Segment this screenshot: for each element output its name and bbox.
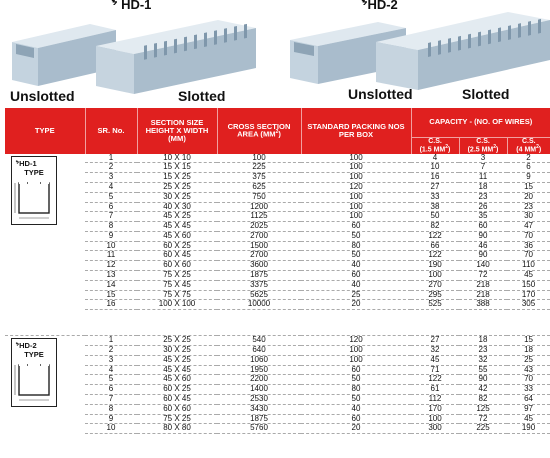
capacity-1-5-cell: 100	[411, 271, 459, 281]
capacity-1-5-cell: 122	[411, 375, 459, 385]
sr-no-cell: 5	[85, 375, 137, 385]
capacity-1-5-cell: 295	[411, 290, 459, 300]
capacity-1-5-cell: 100	[411, 414, 459, 424]
cross-section-area-cell: 750	[217, 192, 301, 202]
sr-no-cell: 6	[85, 202, 137, 212]
section-size-cell: 30 X 25	[137, 192, 217, 202]
table-row	[5, 414, 550, 424]
hd2-slotted-duct-image	[376, 6, 550, 90]
capacity-4-cell: 6	[507, 163, 550, 173]
sr-no-cell: 3	[85, 355, 137, 365]
standard-packing-cell: 60	[301, 365, 411, 375]
sr-no-cell: 8	[85, 404, 137, 414]
capacity-1-5-cell: 16	[411, 173, 459, 183]
section-size-cell: 60 X 25	[137, 241, 217, 251]
table-row	[5, 212, 550, 222]
capacity-1-5-cell: 190	[411, 261, 459, 271]
cross-section-area-cell: 375	[217, 173, 301, 183]
capacity-2-5-cell: 23	[459, 192, 507, 202]
standard-packing-cell: 100	[301, 163, 411, 173]
sr-no-cell: 9	[85, 231, 137, 241]
capacity-4-cell: 70	[507, 251, 550, 261]
capacity-2-5-cell: 3	[459, 154, 507, 163]
capacity-4-cell: 15	[507, 336, 550, 346]
header-type: TYPE	[5, 108, 85, 154]
capacity-4-cell: 36	[507, 241, 550, 251]
hd1-slotted-label: Slotted	[178, 88, 226, 104]
type-label: TYPE	[24, 167, 44, 177]
type-name: ᖮHD-2	[16, 341, 37, 351]
table-row	[5, 251, 550, 261]
capacity-1-5-cell: 122	[411, 251, 459, 261]
capacity-4-cell: 64	[507, 395, 550, 405]
capacity-1-5-cell: 33	[411, 192, 459, 202]
section-size-cell: 75 X 25	[137, 271, 217, 281]
standard-packing-cell: 100	[301, 212, 411, 222]
empty-cell	[5, 310, 85, 336]
capacity-1-5-cell: 32	[411, 346, 459, 356]
header-section-size: SECTION SIZE HEIGHT X WIDTH (MM)	[137, 108, 217, 154]
capacity-4-cell: 45	[507, 414, 550, 424]
table-row	[5, 222, 550, 232]
sr-no-cell: 4	[85, 365, 137, 375]
table-row	[5, 424, 550, 434]
standard-packing-cell: 100	[301, 173, 411, 183]
section-size-cell: 30 X 25	[137, 346, 217, 356]
empty-cell	[217, 310, 301, 336]
standard-packing-cell: 40	[301, 404, 411, 414]
capacity-2-5-cell: 90	[459, 231, 507, 241]
capacity-2-5-cell: 55	[459, 365, 507, 375]
section-size-cell: 25 X 25	[137, 336, 217, 346]
cross-section-area-cell: 540	[217, 336, 301, 346]
capacity-2-5-cell: 388	[459, 300, 507, 310]
table-row	[5, 404, 550, 414]
sr-no-cell: 10	[85, 241, 137, 251]
capacity-1-5-cell: 112	[411, 395, 459, 405]
capacity-2-5-cell: 225	[459, 424, 507, 434]
cross-section-area-cell: 2200	[217, 375, 301, 385]
type-label: TYPE	[24, 350, 44, 360]
standard-packing-cell: 120	[301, 336, 411, 346]
capacity-2-5-cell: 46	[459, 241, 507, 251]
capacity-1-5-cell: 27	[411, 182, 459, 192]
capacity-4-cell: 305	[507, 300, 550, 310]
capacity-2-5-cell: 18	[459, 182, 507, 192]
standard-packing-cell: 50	[301, 395, 411, 405]
cross-section-area-cell: 2025	[217, 222, 301, 232]
sr-no-cell: 5	[85, 192, 137, 202]
cross-section-area-cell: 225	[217, 163, 301, 173]
table-row	[5, 202, 550, 212]
product-photos	[0, 0, 550, 108]
duct-profile-icon	[14, 179, 54, 221]
cross-section-area-cell: 100	[217, 154, 301, 163]
sr-no-cell: 9	[85, 414, 137, 424]
section-size-cell: 15 X 15	[137, 163, 217, 173]
standard-packing-cell: 100	[301, 202, 411, 212]
capacity-4-cell: 190	[507, 424, 550, 434]
cross-section-area-cell: 3600	[217, 261, 301, 271]
capacity-2-5-cell: 82	[459, 395, 507, 405]
capacity-2-5-cell: 218	[459, 280, 507, 290]
capacity-2-5-cell: 18	[459, 336, 507, 346]
table-row	[5, 385, 550, 395]
type-cell-hd-2	[5, 336, 85, 434]
section-size-cell: 75 X 25	[137, 414, 217, 424]
duct-profile-icon	[14, 361, 54, 403]
section-size-cell: 60 X 45	[137, 395, 217, 405]
table-row	[5, 300, 550, 310]
cross-section-area-cell: 2700	[217, 231, 301, 241]
section-size-cell: 10 X 10	[137, 154, 217, 163]
capacity-1-5-cell: 4	[411, 154, 459, 163]
standard-packing-cell: 100	[301, 346, 411, 356]
capacity-4-cell: 9	[507, 173, 550, 183]
sr-no-cell: 12	[85, 261, 137, 271]
capacity-1-5-cell: 122	[411, 231, 459, 241]
capacity-4-cell: 70	[507, 231, 550, 241]
table-row	[5, 336, 550, 346]
section-size-cell: 80 X 80	[137, 424, 217, 434]
capacity-2-5-cell: 140	[459, 261, 507, 271]
standard-packing-cell: 40	[301, 280, 411, 290]
cross-section-area-cell: 1125	[217, 212, 301, 222]
capacity-4-cell: 23	[507, 202, 550, 212]
cross-section-area-cell: 3430	[217, 404, 301, 414]
table-row	[5, 346, 550, 356]
capacity-2-5-cell: 23	[459, 346, 507, 356]
table-row	[5, 182, 550, 192]
header-cs-4: C.S. (4 $MM^2$)	[507, 137, 550, 154]
cross-section-area-cell: 1200	[217, 202, 301, 212]
table-row	[5, 290, 550, 300]
capacity-1-5-cell: 525	[411, 300, 459, 310]
capacity-4-cell: 18	[507, 346, 550, 356]
capacity-4-cell: 43	[507, 365, 550, 375]
empty-cell	[411, 310, 459, 336]
table-row	[5, 375, 550, 385]
standard-packing-cell: 50	[301, 375, 411, 385]
header-srno: SR. No.	[85, 108, 137, 154]
standard-packing-cell: 80	[301, 241, 411, 251]
capacity-4-cell: 25	[507, 355, 550, 365]
cross-section-area-cell: 10000	[217, 300, 301, 310]
capacity-2-5-cell: 90	[459, 375, 507, 385]
standard-packing-cell: 50	[301, 251, 411, 261]
capacity-4-cell: 15	[507, 182, 550, 192]
capacity-1-5-cell: 300	[411, 424, 459, 434]
capacity-4-cell: 20	[507, 192, 550, 202]
capacity-4-cell: 70	[507, 375, 550, 385]
cross-section-area-cell: 640	[217, 346, 301, 356]
capacity-1-5-cell: 82	[411, 222, 459, 232]
type-diagram	[11, 338, 57, 407]
capacity-1-5-cell: 170	[411, 404, 459, 414]
capacity-4-cell: 47	[507, 222, 550, 232]
header-cs-1-5: C.S. (1.5 $MM^2$)	[411, 137, 459, 154]
cross-section-area-cell: 2700	[217, 251, 301, 261]
hd1-unslotted-label: Unslotted	[10, 88, 75, 104]
standard-packing-cell: 50	[301, 231, 411, 241]
capacity-2-5-cell: 125	[459, 404, 507, 414]
group-separator	[5, 310, 550, 336]
sr-no-cell: 1	[85, 336, 137, 346]
standard-packing-cell: 120	[301, 182, 411, 192]
cross-section-area-cell: 5625	[217, 290, 301, 300]
section-size-cell: 60 X 60	[137, 261, 217, 271]
header-cross-section-area: CROSS SECTION AREA $(MM^2)$	[217, 108, 301, 154]
header-cs-2-5: C.S. (2.5 $MM^2$)	[459, 137, 507, 154]
cross-section-area-cell: 625	[217, 182, 301, 192]
sr-no-cell: 2	[85, 163, 137, 173]
hd1-slotted-duct-image	[96, 12, 266, 94]
capacity-1-5-cell: 50	[411, 212, 459, 222]
table-row	[5, 241, 550, 251]
empty-cell	[85, 310, 137, 336]
capacity-4-cell: 30	[507, 212, 550, 222]
cross-section-area-cell: 2530	[217, 395, 301, 405]
sr-no-cell: 6	[85, 385, 137, 395]
section-size-cell: 60 X 60	[137, 404, 217, 414]
header-capacity: CAPACITY - (NO. OF WIRES)	[411, 108, 550, 137]
section-size-cell: 25 X 25	[137, 182, 217, 192]
table-row	[5, 231, 550, 241]
capacity-1-5-cell: 66	[411, 241, 459, 251]
table-row	[5, 173, 550, 183]
hd2-slotted-label: Slotted	[462, 86, 510, 102]
capacity-4-cell: 150	[507, 280, 550, 290]
capacity-4-cell: 97	[507, 404, 550, 414]
capacity-1-5-cell: 45	[411, 355, 459, 365]
section-size-cell: 100 X 100	[137, 300, 217, 310]
capacity-4-cell: 33	[507, 385, 550, 395]
capacity-4-cell: 110	[507, 261, 550, 271]
section-size-cell: 45 X 45	[137, 222, 217, 232]
empty-cell	[137, 310, 217, 336]
capacity-2-5-cell: 11	[459, 173, 507, 183]
standard-packing-cell: 60	[301, 271, 411, 281]
empty-cell	[459, 310, 507, 336]
capacity-2-5-cell: 218	[459, 290, 507, 300]
capacity-1-5-cell: 27	[411, 336, 459, 346]
capacity-1-5-cell: 61	[411, 385, 459, 395]
cross-section-area-cell: 5760	[217, 424, 301, 434]
type-cell-hd-1	[5, 154, 85, 310]
capacity-1-5-cell: 38	[411, 202, 459, 212]
capacity-1-5-cell: 71	[411, 365, 459, 375]
sr-no-cell: 4	[85, 182, 137, 192]
sr-no-cell: 15	[85, 290, 137, 300]
capacity-2-5-cell: 7	[459, 163, 507, 173]
standard-packing-cell: 100	[301, 154, 411, 163]
section-size-cell: 45 X 25	[137, 212, 217, 222]
table-row	[5, 163, 550, 173]
specification-table	[5, 108, 550, 434]
cross-section-area-cell: 1400	[217, 385, 301, 395]
cross-section-area-cell: 1875	[217, 414, 301, 424]
section-size-cell: 60 X 45	[137, 251, 217, 261]
section-size-cell: 45 X 45	[137, 365, 217, 375]
sr-no-cell: 8	[85, 222, 137, 232]
capacity-4-cell: 170	[507, 290, 550, 300]
table-row	[5, 355, 550, 365]
table-row	[5, 192, 550, 202]
sr-no-cell: 11	[85, 251, 137, 261]
standard-packing-cell: 60	[301, 414, 411, 424]
table-row	[5, 365, 550, 375]
empty-cell	[507, 310, 550, 336]
sr-no-cell: 10	[85, 424, 137, 434]
standard-packing-cell: 25	[301, 290, 411, 300]
section-size-cell: 60 X 25	[137, 385, 217, 395]
table-row	[5, 280, 550, 290]
section-size-cell: 75 X 45	[137, 280, 217, 290]
standard-packing-cell: 100	[301, 192, 411, 202]
section-size-cell: 15 X 25	[137, 173, 217, 183]
type-name: ᖮHD-1	[16, 158, 37, 168]
capacity-1-5-cell: 10	[411, 163, 459, 173]
standard-packing-cell: 100	[301, 355, 411, 365]
section-size-cell: 45 X 60	[137, 375, 217, 385]
sr-no-cell: 13	[85, 271, 137, 281]
capacity-4-cell: 2	[507, 154, 550, 163]
sr-no-cell: 7	[85, 212, 137, 222]
capacity-2-5-cell: 35	[459, 212, 507, 222]
header-standard-packing: STANDARD PACKING NOS PER BOX	[301, 108, 411, 154]
sr-no-cell: 2	[85, 346, 137, 356]
table-row	[5, 154, 550, 163]
capacity-2-5-cell: 90	[459, 251, 507, 261]
cross-section-area-cell: 1060	[217, 355, 301, 365]
capacity-2-5-cell: 32	[459, 355, 507, 365]
cross-section-area-cell: 1875	[217, 271, 301, 281]
sr-no-cell: 14	[85, 280, 137, 290]
capacity-2-5-cell: 72	[459, 414, 507, 424]
capacity-2-5-cell: 26	[459, 202, 507, 212]
cross-section-area-cell: 3375	[217, 280, 301, 290]
section-size-cell: 75 X 75	[137, 290, 217, 300]
hd2-title: ᖮHD-2	[362, 0, 398, 12]
section-size-cell: 45 X 60	[137, 231, 217, 241]
cross-section-area-cell: 1500	[217, 241, 301, 251]
standard-packing-cell: 60	[301, 222, 411, 232]
sr-no-cell: 16	[85, 300, 137, 310]
capacity-1-5-cell: 270	[411, 280, 459, 290]
hd1-title: ᖮ HD-1	[112, 0, 152, 12]
capacity-4-cell: 45	[507, 271, 550, 281]
section-size-cell: 45 X 25	[137, 355, 217, 365]
hd2-unslotted-label: Unslotted	[348, 86, 413, 102]
sr-no-cell: 7	[85, 395, 137, 405]
table-row	[5, 261, 550, 271]
type-diagram	[11, 156, 57, 225]
capacity-2-5-cell: 42	[459, 385, 507, 395]
section-size-cell: 40 X 30	[137, 202, 217, 212]
table-row	[5, 271, 550, 281]
capacity-2-5-cell: 72	[459, 271, 507, 281]
standard-packing-cell: 40	[301, 261, 411, 271]
empty-cell	[301, 310, 411, 336]
standard-packing-cell: 80	[301, 385, 411, 395]
capacity-2-5-cell: 60	[459, 222, 507, 232]
table-row	[5, 395, 550, 405]
standard-packing-cell: 20	[301, 424, 411, 434]
sr-no-cell: 3	[85, 173, 137, 183]
standard-packing-cell: 20	[301, 300, 411, 310]
sr-no-cell: 1	[85, 154, 137, 163]
cross-section-area-cell: 1950	[217, 365, 301, 375]
